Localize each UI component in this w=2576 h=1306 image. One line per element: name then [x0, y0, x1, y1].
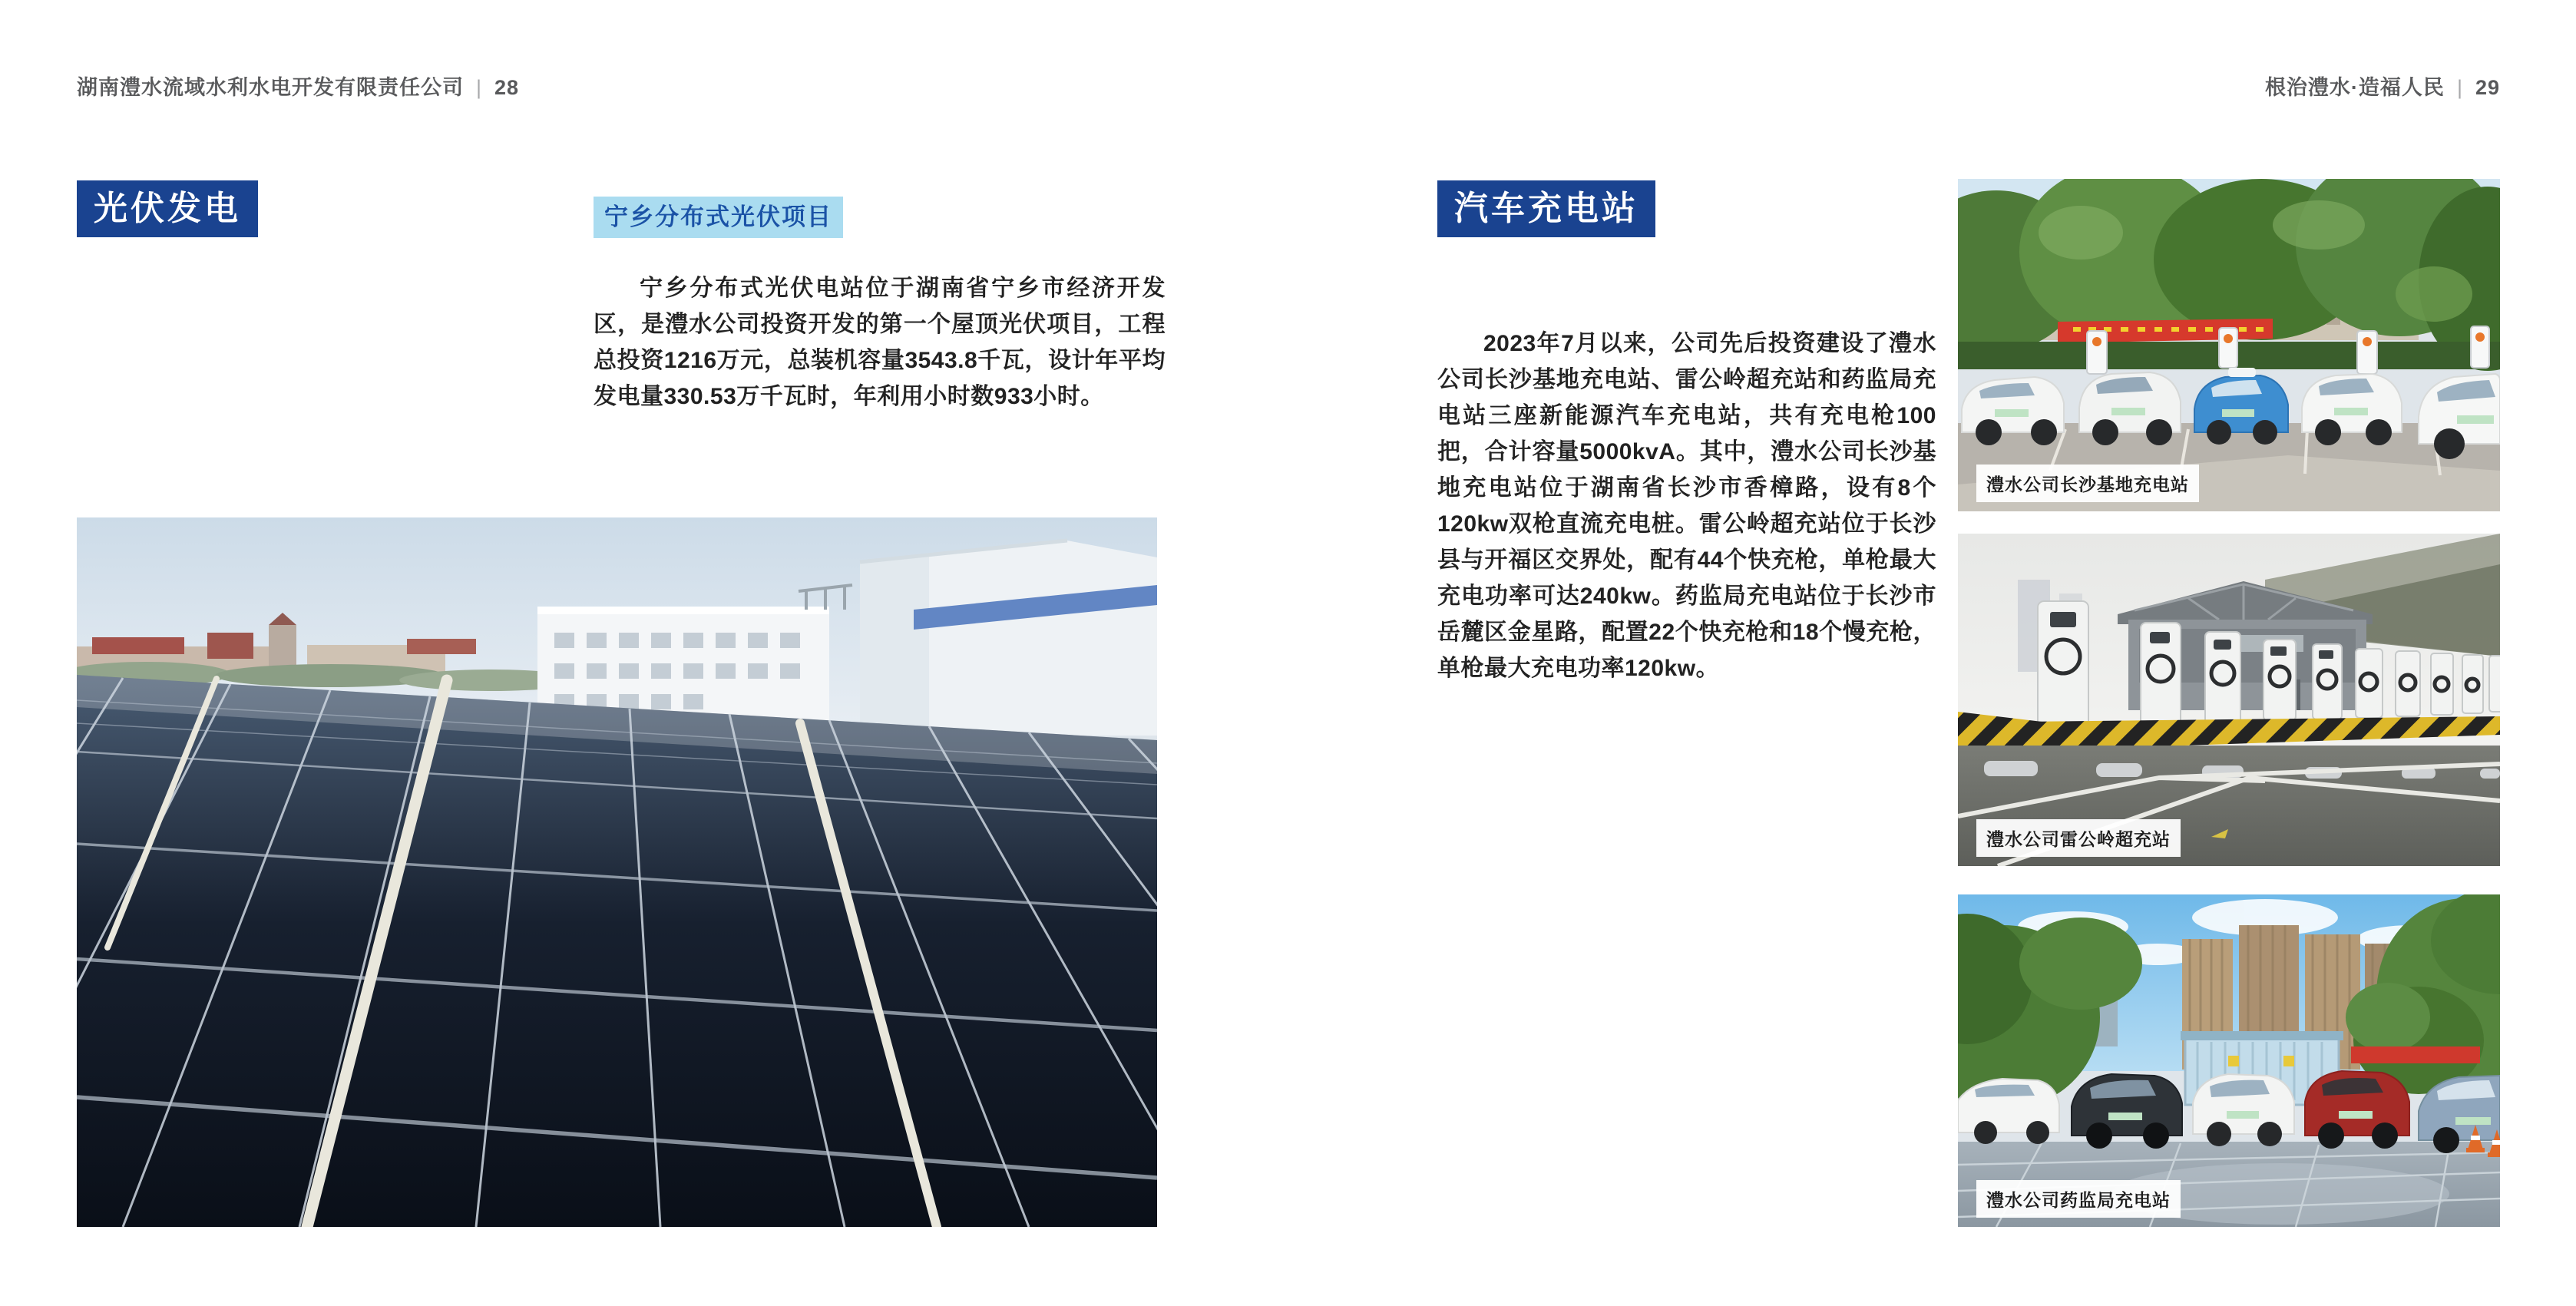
rooftop-solar-photo — [77, 517, 1157, 1227]
changsha-base-station-photo — [1958, 179, 2500, 511]
banner — [2351, 1046, 2480, 1063]
section-title-photovoltaic: 光伏发电 — [77, 180, 258, 237]
solar-panels — [77, 671, 1157, 1227]
page-header-right — [2265, 71, 2500, 101]
leigongling-station-photo — [1958, 534, 2500, 866]
page-number-left: 28 — [494, 76, 520, 99]
ev-charging-paragraph: 2023年7月以来，公司先后投资建设了澧水公司长沙基地充电站、雷公岭超充站和药监局充电站三座新能源汽车充电站，共有充电枪100把，合计容量5000kvA。其中，澧水公司长沙基地充电站位于湖南省长沙市香樟路，设有8个120kw双枪直流充电桩。雷公岭超充站位于长沙县与开福区交界处，配有44个快充枪，单枪最大充电功率可达240kw。药监局充电站位于长沙市岳麓区金星路，配置22个快充枪和18个慢充枪，单枪最大充电功率120kw。 — [1437, 331, 1936, 681]
leigongling-illustration — [1958, 534, 2500, 866]
photo-caption: 澧水公司长沙基地充电站 — [1976, 465, 2199, 502]
yaojianju-illustration — [1958, 894, 2500, 1227]
photo-caption: 澧水公司药监局充电站 — [1976, 1180, 2181, 1218]
slogan: 根治澧水·造福人民 — [2264, 76, 2445, 99]
solar-photo-illustration — [77, 517, 1157, 1227]
section-title-ev-charging: 汽车充电站 — [1437, 180, 1655, 237]
photo-caption: 澧水公司雷公岭超充站 — [1976, 819, 2181, 857]
changsha-base-illustration — [1958, 179, 2500, 511]
header-separator: | — [476, 76, 483, 99]
header-separator: | — [2456, 76, 2463, 99]
company-name: 湖南澧水流域水利水电开发有限责任公司 — [77, 76, 464, 99]
page-number-right: 29 — [2475, 76, 2500, 99]
yaojianju-station-photo — [1958, 894, 2500, 1227]
subsection-title-ningxiang-pv: 宁乡分布式光伏项目 — [594, 197, 843, 238]
photovoltaic-paragraph: 宁乡分布式光伏电站位于湖南省宁乡市经济开发区，是澧水公司投资开发的第一个屋顶光伏项目，工程总投资1216万元，总装机容量3543.8千瓦，设计年平均发电量330.53万千瓦时，年利用小时数933小时。 — [594, 276, 1166, 409]
page-header-left — [77, 71, 519, 101]
